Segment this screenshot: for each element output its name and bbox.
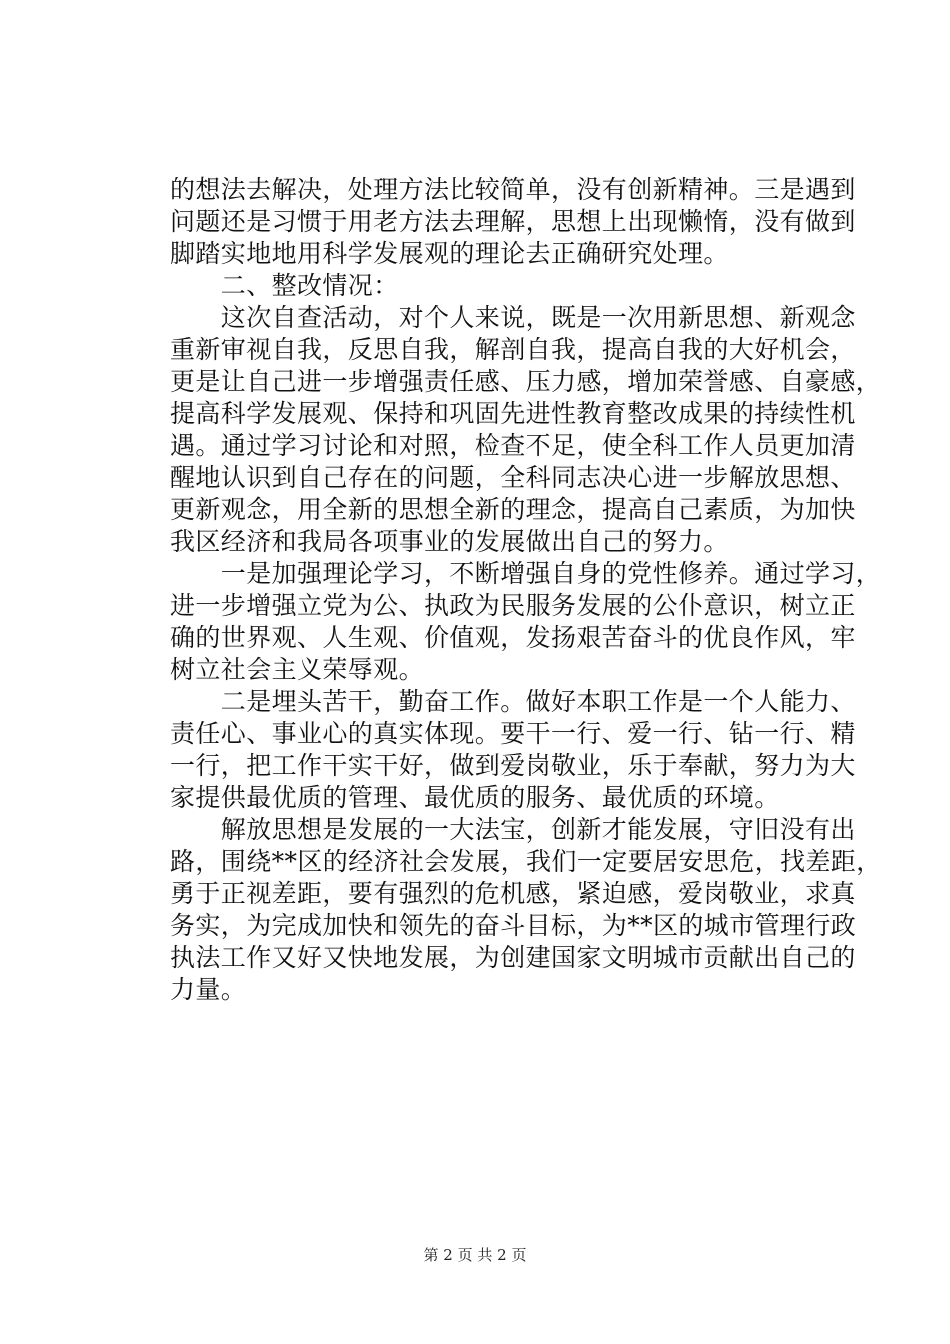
text-line: 执法工作又好又快地发展，为创建国家文明城市贡献出自己的	[170, 943, 856, 972]
text-line: 脚踏实地地用科学发展观的理论去正确研究处理。	[170, 239, 729, 268]
text-line: 解放思想是发展的一大法宝，创新才能发展，守旧没有出	[170, 815, 856, 844]
text-line: 这次自查活动，对个人来说，既是一次用新思想、新观念	[170, 303, 856, 332]
text-line: 一行，把工作干实干好，做到爱岗敬业，乐于奉献，努力为大	[170, 751, 856, 780]
text-line: 勇于正视差距，要有强烈的危机感，紧迫感，爱岗敬业，求真	[170, 879, 856, 908]
page-footer: 第 2 页 共 2 页	[423, 1246, 527, 1264]
text-line: 醒地认识到自己存在的问题，全科同志决心进一步解放思想、	[170, 463, 856, 492]
text-line: 进一步增强立党为公、执政为民服务发展的公仆意识，树立正	[170, 591, 856, 620]
text-line: 二是埋头苦干，勤奋工作。做好本职工作是一个人能力、	[170, 687, 856, 716]
text-line: 重新审视自我，反思自我，解剖自我，提高自我的大好机会，	[170, 335, 856, 364]
text-line: 确的世界观、人生观、价值观，发扬艰苦奋斗的优良作风，牢	[170, 623, 856, 652]
text-line: 力量。	[170, 975, 247, 1004]
document-body	[170, 174, 882, 1006]
text-line: 二、整改情况：	[170, 271, 399, 300]
text-line: 务实，为完成加快和领先的奋斗目标，为**区的城市管理行政	[170, 911, 857, 940]
text-line: 责任心、事业心的真实体现。要干一行、爱一行、钻一行、精	[170, 719, 856, 748]
text-line: 提高科学发展观、保持和巩固先进性教育整改成果的持续性机	[170, 399, 856, 428]
text-line: 路，围绕**区的经济社会发展，我们一定要居安思危，找差距，	[170, 847, 882, 876]
text-line: 家提供最优质的管理、最优质的服务、最优质的环境。	[170, 783, 780, 812]
text-line: 树立社会主义荣辱观。	[170, 655, 425, 684]
text-line: 的想法去解决，处理方法比较简单，没有创新精神。三是遇到	[170, 175, 856, 204]
text-line: 更新观念，用全新的思想全新的理念，提高自己素质，为加快	[170, 495, 856, 524]
text-line: 更是让自己进一步增强责任感、压力感，增加荣誉感、自豪感，	[170, 367, 882, 396]
text-line: 我区经济和我局各项事业的发展做出自己的努力。	[170, 527, 729, 556]
text-line: 一是加强理论学习，不断增强自身的党性修养。通过学习，	[170, 559, 882, 588]
text-line: 遇。通过学习讨论和对照，检查不足，使全科工作人员更加清	[170, 431, 856, 460]
text-line: 问题还是习惯于用老方法去理解，思想上出现懒惰，没有做到	[170, 207, 856, 236]
